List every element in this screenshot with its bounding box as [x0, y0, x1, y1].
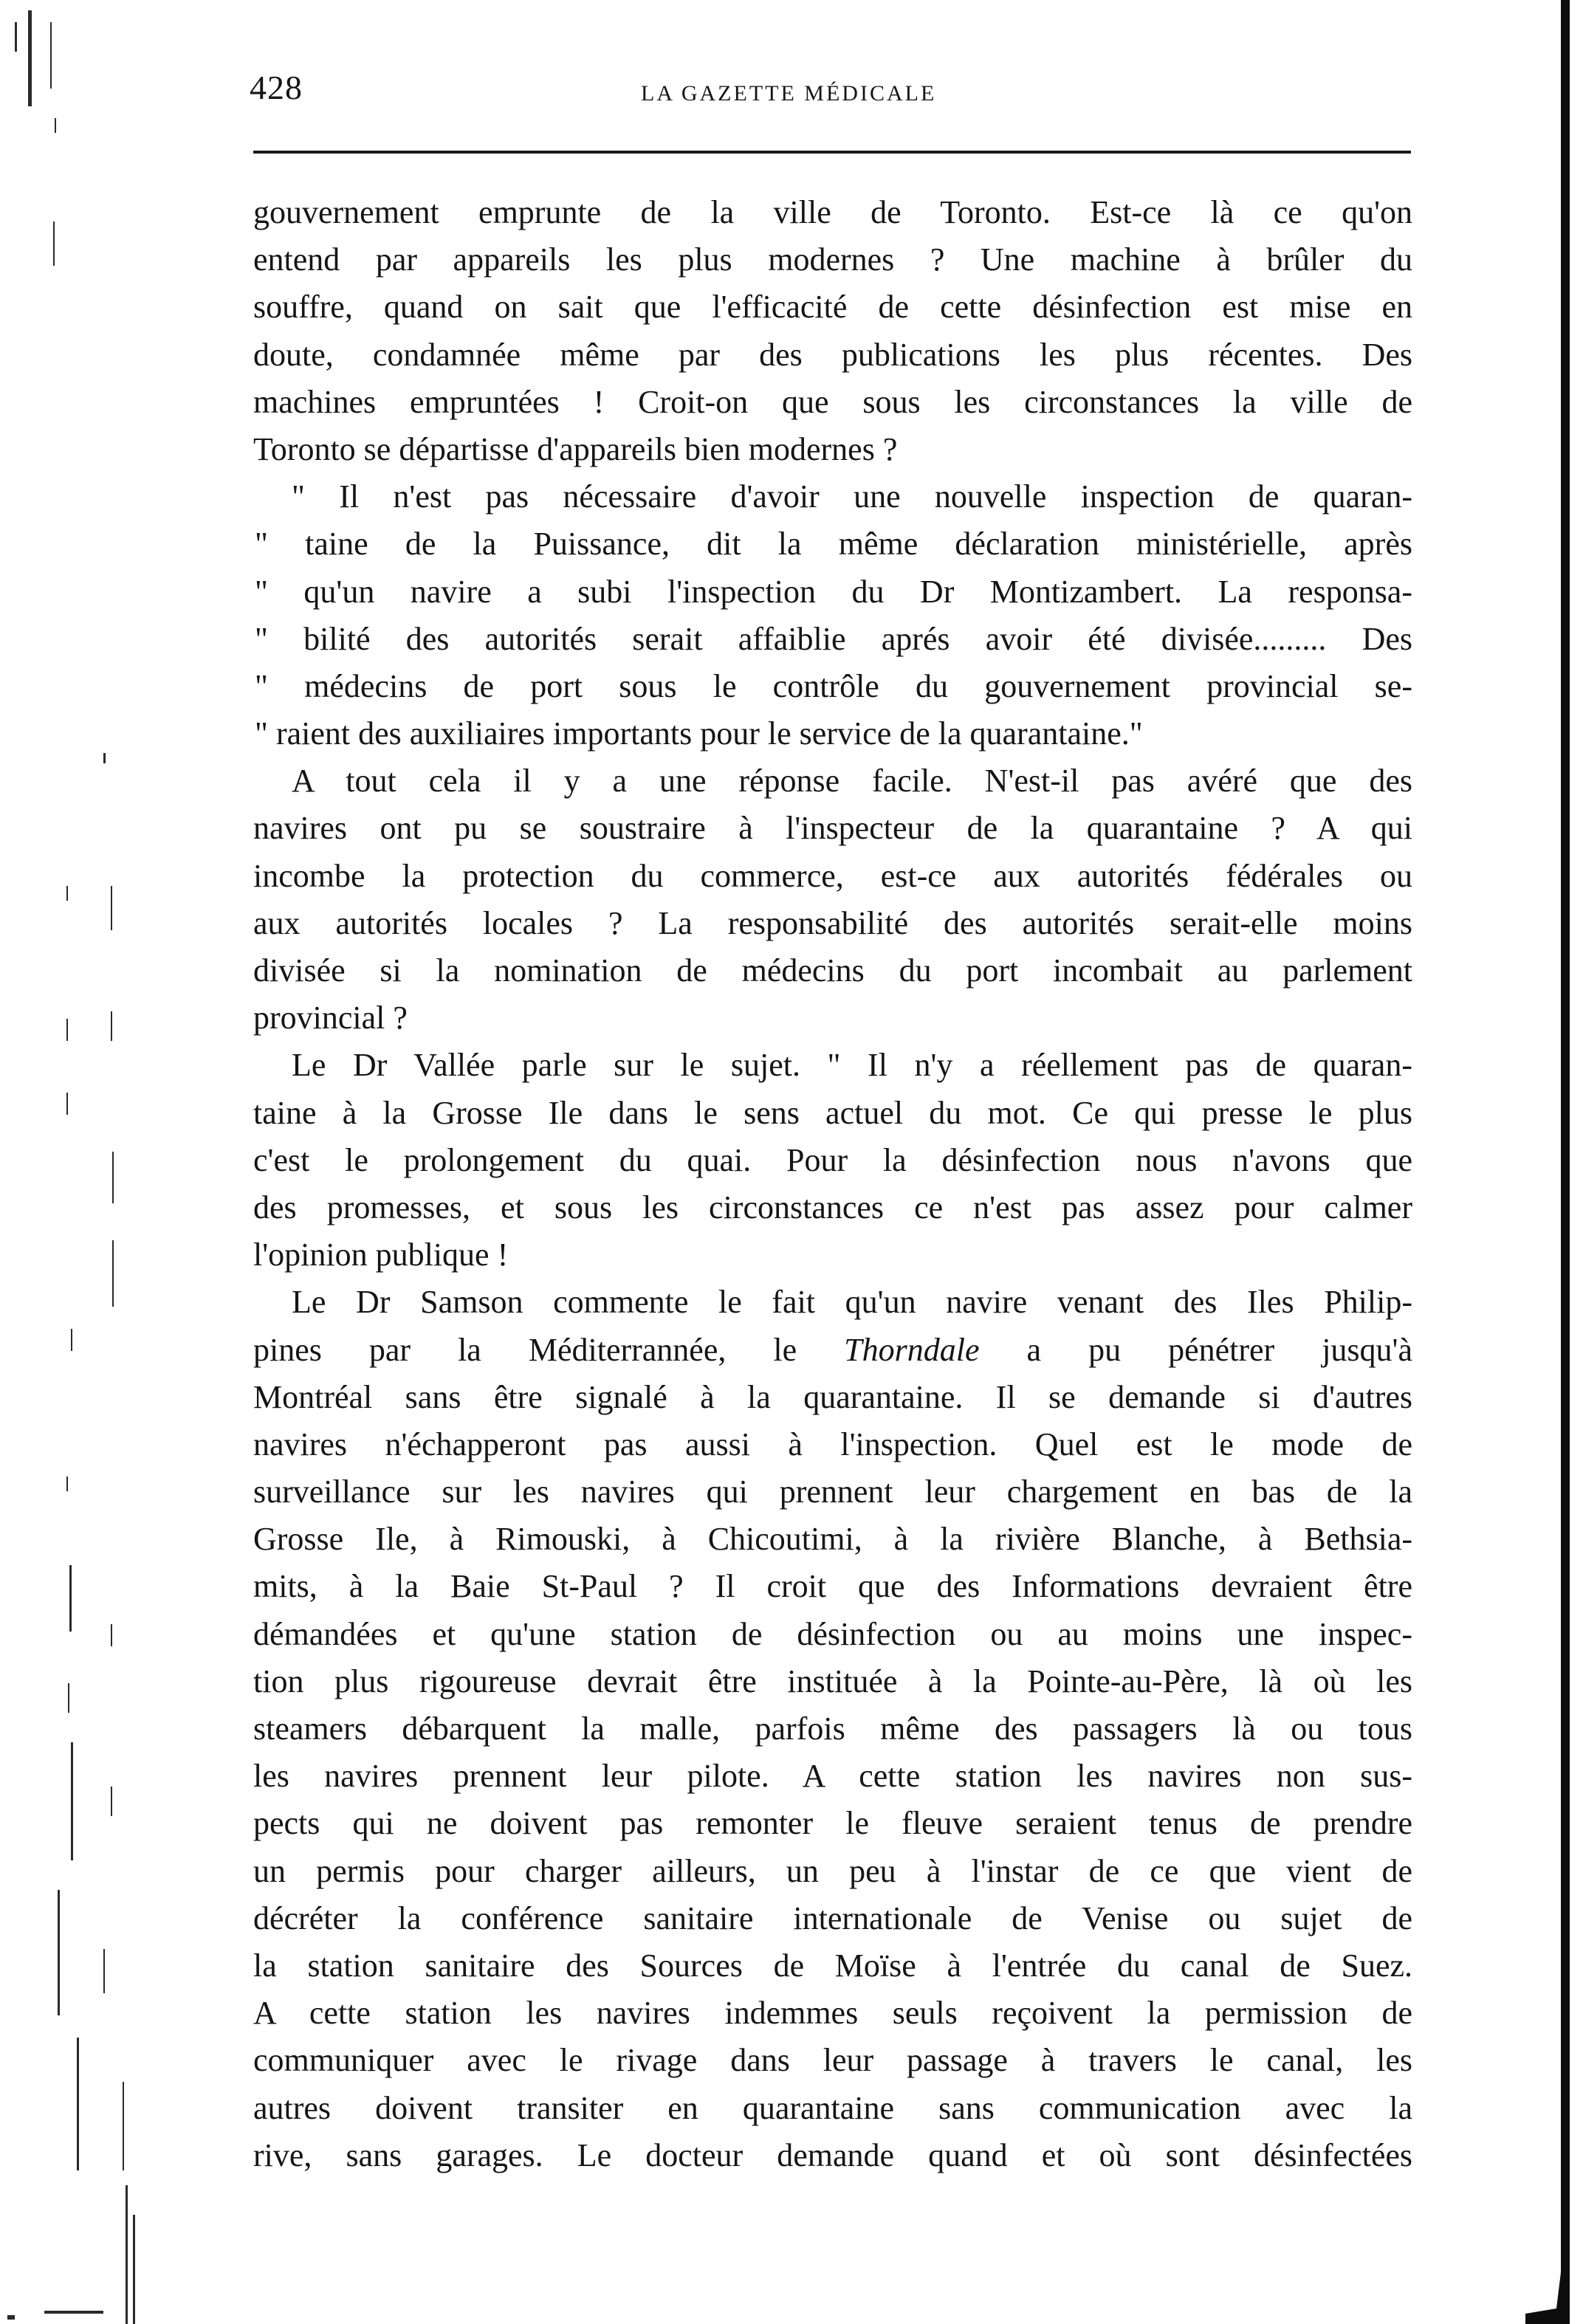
text-line: incombe la protection du commerce, est-ce aux autorités fédérales ou — [253, 857, 1412, 894]
text-line: Le Dr Vallée parle sur le sujet. " Il n'y a réellement pas de quaran- — [292, 1047, 1412, 1084]
right-page-edge — [1561, 0, 1570, 2324]
running-title: LA GAZETTE MÉDICALE — [641, 81, 937, 106]
text-line: mits, à la Baie St-Paul ? Il croit que des Informations devraient être — [253, 1568, 1412, 1605]
page-number: 428 — [250, 69, 303, 106]
text-line: entend par appareils les plus modernes ? Une machine à brûler du — [253, 241, 1412, 278]
text-fragment: pines par la Méditerrannée, le — [253, 1331, 797, 1368]
text-line: " Il n'est pas nécessaire d'avoir une nouvelle inspection de quaran- — [292, 478, 1412, 515]
text-line: doute, condamnée même par des publications les plus récentes. Des — [253, 336, 1412, 373]
right-page-edge-foot — [1525, 2272, 1570, 2324]
text-line: tion plus rigoureuse devrait être instituée à la Pointe-au-Père, là où les — [253, 1663, 1412, 1699]
text-line: c'est le prolongement du quai. Pour la désinfection nous n'avons que — [253, 1141, 1412, 1178]
text-line: les navires prennent leur pilote. A cette station les navires non sus- — [253, 1758, 1412, 1795]
text-line: A cette station les navires indemmes seuls reçoivent la permission de — [253, 1995, 1412, 2032]
ship-name: Thorndale — [844, 1331, 980, 1368]
text-line: " qu'un navire a subi l'inspection du Dr Montizambert. La responsa- — [255, 573, 1412, 610]
text-line: l'opinion publique ! — [253, 1237, 509, 1273]
text-line: " taine de la Puissance, dit la même déclaration ministérielle, après — [255, 526, 1412, 563]
text-line: pects qui ne doivent pas remonter le fleuve seraient tenus de prendre — [253, 1805, 1412, 1842]
text-line: navires ont pu se soustraire à l'inspecteur de la quarantaine ? A qui — [253, 810, 1412, 847]
left-binding-margin — [0, 0, 170, 2324]
text-line: " médecins de port sous le contrôle du gouvernement provincial se- — [255, 667, 1412, 704]
body-text — [253, 189, 1412, 2179]
header-rule — [253, 151, 1411, 154]
text-line: divisée si la nomination de médecins du port incombait au parlement — [253, 952, 1412, 989]
text-line: steamers débarquent la malle, parfois même des passagers là ou tous — [253, 1711, 1412, 1747]
text-line: " bilité des autorités serait affaiblie aprés avoir été divisée......... Des — [255, 620, 1412, 657]
text-line: un permis pour charger ailleurs, un peu à l'instar de ce que vient de — [253, 1852, 1412, 1889]
text-line: Grosse Ile, à Rimouski, à Chicoutimi, à la rivière Blanche, à Bethsia- — [253, 1521, 1412, 1558]
text-line: Le Dr Samson commente le fait qu'un navire venant des Iles Philip- — [292, 1284, 1412, 1321]
text-line: Montréal sans être signalé à la quarantaine. Il se demande si d'autres — [253, 1378, 1412, 1415]
text-line: taine à la Grosse Ile dans le sens actuel du mot. Ce qui presse le plus — [253, 1094, 1412, 1131]
text-line: " raient des auxiliaires importants pour le service de la quarantaine." — [255, 715, 1143, 752]
text-line: rive, sans garages. Le docteur demande quand et où sont désinfectées — [253, 2136, 1412, 2173]
page-header — [250, 68, 1407, 124]
text-line: navires n'échapperont pas aussi à l'inspection. Quel est le mode de — [253, 1426, 1412, 1462]
text-line: surveillance sur les navires qui prennent leur chargement en bas de la — [253, 1474, 1412, 1510]
text-line: autres doivent transiter en quarantaine sans communication avec la — [253, 2089, 1412, 2126]
text-line: décréter la conférence sanitaire internationale de Venise ou sujet de — [253, 1900, 1412, 1936]
text-line: gouvernement emprunte de la ville de Toronto. Est-ce là ce qu'on — [253, 194, 1412, 230]
text-line: souffre, quand on sait que l'efficacité de cette désinfection est mise en — [253, 289, 1412, 326]
text-line: provincial ? — [253, 1000, 408, 1036]
text-line: Toronto se départisse d'appareils bien modernes ? — [253, 430, 898, 467]
text-line: la station sanitaire des Sources de Moïse à l'entrée du canal de Suez. — [253, 1947, 1412, 1984]
text-line — [253, 1327, 1412, 1374]
text-line: démandées et qu'une station de désinfection ou au moins une inspec- — [253, 1615, 1412, 1652]
text-fragment: a pu pénétrer jusqu'à — [1026, 1331, 1413, 1368]
text-line: des promesses, et sous les circonstances ce n'est pas assez pour calmer — [253, 1189, 1412, 1225]
text-line: A tout cela il y a une réponse facile. N'est-il pas avéré que des — [292, 763, 1412, 800]
text-line: machines empruntées ! Croit-on que sous les circonstances la ville de — [253, 383, 1412, 420]
text-line: communiquer avec le rivage dans leur passage à travers le canal, les — [253, 2042, 1412, 2079]
text-line: aux autorités locales ? La responsabilité des autorités serait-elle moins — [253, 904, 1412, 941]
